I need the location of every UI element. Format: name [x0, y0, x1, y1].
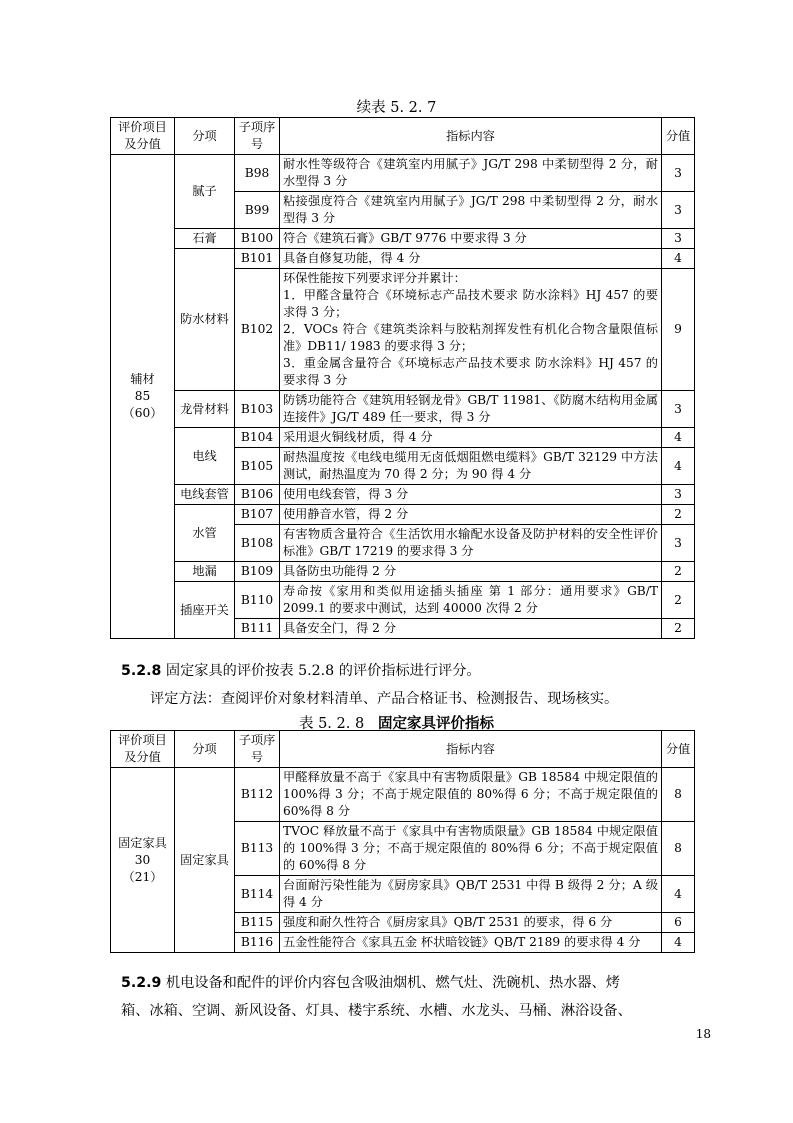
- subitem-no-cell: B99: [235, 192, 280, 229]
- table-row: [111, 562, 695, 582]
- table2-header-row: [111, 731, 695, 768]
- header-subitem-no: 子项序号: [235, 118, 280, 155]
- subitem-no-cell: B103: [235, 391, 280, 428]
- table2-caption-no: 表 5. 2. 8: [298, 716, 365, 732]
- clause-number: 5.2.9: [121, 975, 162, 991]
- table1-header-row: [111, 118, 695, 155]
- score-cell: 8: [662, 768, 695, 822]
- subitem-no-cell: B101: [235, 249, 280, 269]
- subitem-no-cell: B98: [235, 155, 280, 192]
- subitem-no-cell: B116: [235, 933, 280, 953]
- table-row: [111, 505, 695, 525]
- score-cell: 3: [662, 155, 695, 192]
- score-cell: 4: [662, 428, 695, 448]
- score-cell: 9: [662, 269, 695, 391]
- header-item-score: 评价项目及分值: [111, 118, 175, 155]
- subitem-cell: 防水材料: [175, 249, 235, 391]
- subitem-no-cell: B100: [235, 229, 280, 249]
- indicator-cell: 粘接强度符合《建筑室内用腻子》JG/T 298 中柔韧型得 2 分，耐水型得 3 分: [280, 192, 662, 229]
- subitem-no-cell: B115: [235, 913, 280, 933]
- indicator-cell: 具备自修复功能，得 4 分: [280, 249, 662, 269]
- indicator-cell: 强度和耐久性符合《厨房家具》QB/T 2531 的要求，得 6 分: [280, 913, 662, 933]
- subitem-no-cell: B106: [235, 485, 280, 505]
- indicator-cell: 甲醛释放量不高于《家具中有害物质限量》GB 18584 中规定限值的 100%得 3 分；不高于规定限值的 80%得 6 分；不高于规定限值的 60%得 8 分: [280, 768, 662, 822]
- table-5-2-7-continued: [110, 117, 695, 639]
- score-cell: 2: [662, 562, 695, 582]
- subitem-no-cell: B112: [235, 768, 280, 822]
- subitem-cell: 龙骨材料: [175, 391, 235, 428]
- category-cell: 辅材 85 （60）: [111, 155, 175, 639]
- category-cell: 固定家具 30 （21）: [111, 768, 175, 953]
- indicator-cell: 寿命按《家用和类似用途插头插座 第 1 部分：通用要求》GB/T 2099.1 的要求中测试，达到 40000 次得 2 分: [280, 582, 662, 619]
- subitem-cell: 地漏: [175, 562, 235, 582]
- table-row: [111, 155, 695, 192]
- indicator-cell: 使用静音水管，得 2 分: [280, 505, 662, 525]
- score-cell: 6: [662, 913, 695, 933]
- subitem-cell: 水管: [175, 505, 235, 562]
- header-score: 分值: [662, 731, 695, 768]
- subitem-no-cell: B104: [235, 428, 280, 448]
- subitem-no-cell: B108: [235, 525, 280, 562]
- clause-number: 5.2.8: [121, 663, 162, 679]
- indicator-cell: 有害物质含量符合《生活饮用水输配水设备及防护材料的安全性评价标准》GB/T 17219 的要求得 3 分: [280, 525, 662, 562]
- subitem-no-cell: B105: [235, 448, 280, 485]
- subitem-cell: 石膏: [175, 229, 235, 249]
- header-subitem-no: 子项序号: [235, 731, 280, 768]
- header-subitem: 分项: [175, 731, 235, 768]
- indicator-cell: 耐热温度按《电线电缆用无卤低烟阻燃电缆料》GB/T 32129 中方法测试，耐热温度为 70 得 2 分；为 90 得 4 分: [280, 448, 662, 485]
- table-row: [111, 428, 695, 448]
- table-row: [111, 768, 695, 822]
- indicator-cell: 环保性能按下列要求评分并累计： 1．甲醛含量符合《环境标志产品技术要求 防水涂料》HJ 457 的要求得 3 分； 2．VOCs 符合《建筑类涂料与胶粘剂挥发性有机化合物含量限值标准》DB11/ 1983 的要求得 3 分； 3．重金属含量符合《环境标志产品技术要求 防水涂料》HJ 457 的要求得 3 分: [280, 269, 662, 391]
- score-cell: 8: [662, 822, 695, 876]
- table-row: [111, 391, 695, 428]
- table-5-2-8: [110, 730, 695, 953]
- score-cell: 4: [662, 448, 695, 485]
- header-indicator: 指标内容: [280, 118, 662, 155]
- indicator-cell: 五金性能符合《家具五金 杯状暗铰链》QB/T 2189 的要求得 4 分: [280, 933, 662, 953]
- header-score: 分值: [662, 118, 695, 155]
- score-cell: 3: [662, 525, 695, 562]
- indicator-cell: 使用电线套管，得 3 分: [280, 485, 662, 505]
- subitem-no-cell: B109: [235, 562, 280, 582]
- score-cell: 3: [662, 229, 695, 249]
- indicator-cell: 耐水性等级符合《建筑室内用腻子》JG/T 298 中柔韧型得 2 分，耐水型得 3 分: [280, 155, 662, 192]
- subitem-cell: 插座开关: [175, 582, 235, 639]
- score-cell: 2: [662, 582, 695, 619]
- evaluation-method: 评定方法：查阅评价对象材料清单、产品合格证书、检测报告、现场核实。: [150, 691, 619, 707]
- subitem-no-cell: B110: [235, 582, 280, 619]
- subitem-cell: 固定家具: [175, 768, 235, 953]
- indicator-cell: 具备防虫功能得 2 分: [280, 562, 662, 582]
- page-number: 18: [695, 1027, 711, 1041]
- table-row: [111, 249, 695, 269]
- header-item-score: 评价项目及分值: [111, 731, 175, 768]
- score-cell: 3: [662, 485, 695, 505]
- score-cell: 4: [662, 933, 695, 953]
- score-cell: 2: [662, 505, 695, 525]
- subitem-no-cell: B114: [235, 876, 280, 913]
- score-cell: 3: [662, 192, 695, 229]
- table-row: [111, 582, 695, 619]
- indicator-cell: 具备安全门，得 2 分: [280, 619, 662, 639]
- subitem-cell: 电线套管: [175, 485, 235, 505]
- subitem-no-cell: B113: [235, 822, 280, 876]
- table-row: [111, 485, 695, 505]
- clause-5-2-8: [121, 660, 481, 680]
- score-cell: 2: [662, 619, 695, 639]
- clause-5-2-9: [121, 972, 620, 992]
- clause-text-line1: 机电设备和配件的评价内容包含吸油烟机、燃气灶、洗碗机、热水器、烤: [161, 975, 620, 991]
- table1-caption: 续表 5. 2. 7: [356, 100, 437, 116]
- subitem-cell: 电线: [175, 428, 235, 485]
- indicator-cell: 台面耐污染性能为《厨房家具》QB/T 2531 中得 B 级得 2 分；A 级得 4 分: [280, 876, 662, 913]
- score-cell: 4: [662, 249, 695, 269]
- subitem-no-cell: B111: [235, 619, 280, 639]
- header-indicator: 指标内容: [280, 731, 662, 768]
- table-row: [111, 229, 695, 249]
- clause-5-2-9-line2: 箱、冰箱、空调、新风设备、灯具、楼宇系统、水槽、水龙头、马桶、淋浴设备、: [121, 1003, 632, 1019]
- subitem-cell: 腻子: [175, 155, 235, 229]
- subitem-no-cell: B107: [235, 505, 280, 525]
- score-cell: 3: [662, 391, 695, 428]
- header-subitem: 分项: [175, 118, 235, 155]
- table2-caption-title: 固定家具评价指标: [378, 716, 495, 732]
- indicator-cell: 采用退火铜线材质，得 4 分: [280, 428, 662, 448]
- subitem-no-cell: B102: [235, 269, 280, 391]
- indicator-cell: 符合《建筑石膏》GB/T 9776 中要求得 3 分: [280, 229, 662, 249]
- indicator-cell: 防锈功能符合《建筑用轻钢龙骨》GB/T 11981、《防腐木结构用金属连接件》JG/T 489 任一要求，得 3 分: [280, 391, 662, 428]
- clause-text: 固定家具的评价按表 5.2.8 的评价指标进行评分。: [161, 663, 481, 679]
- score-cell: 4: [662, 876, 695, 913]
- indicator-cell: TVOC 释放量不高于《家具中有害物质限量》GB 18584 中规定限值的 100%得 3 分；不高于规定限值的 80%得 6 分；不高于规定限值的 60%得 8 分: [280, 822, 662, 876]
